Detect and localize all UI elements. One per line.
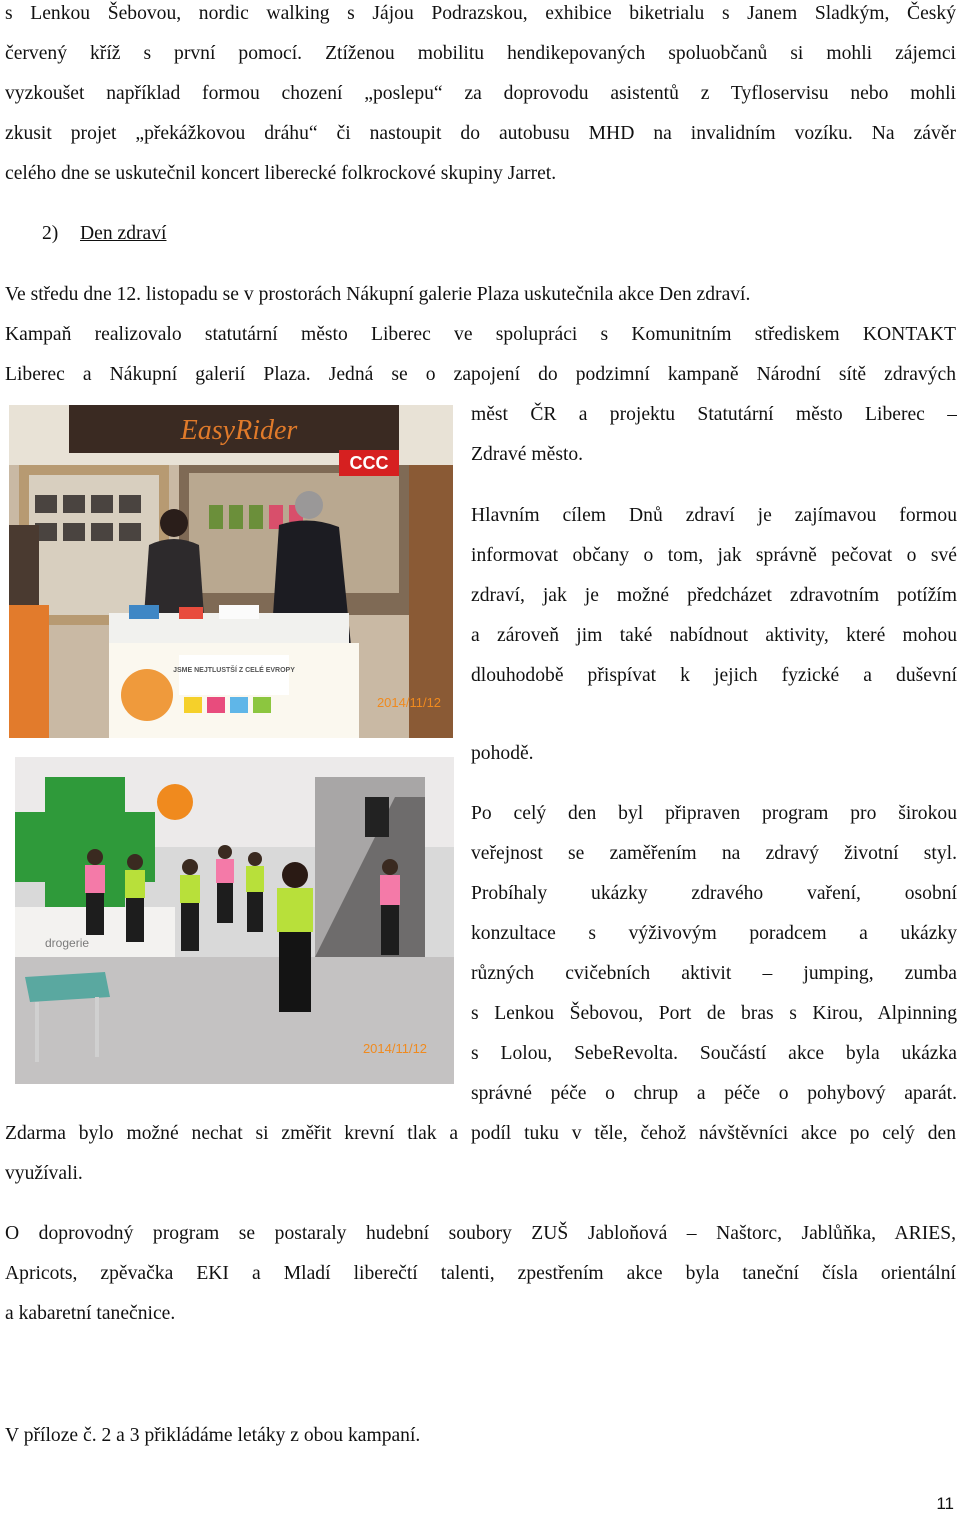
doprovod-line-1: O doprovodný program se postaraly hudební soubory ZUŠ Jabloňová – Naštorc, Jablůňka, ARIES, (5, 1223, 956, 1244)
page-number: 11 (936, 1494, 954, 1513)
cil-line-3: zdraví, jak je možné předcházet zdravotním potížím (471, 585, 957, 606)
store-sign-text: EasyRider (180, 415, 298, 446)
program-line-1: Po celý den byl připraven program pro širokou (471, 803, 957, 824)
stand-date-stamp: 2014/11/12 (376, 695, 442, 710)
intro-line-2: červený kříž s první pomocí. Ztíženou mobilitu hendikepovaných spoluobčanů si mohli zájemci (5, 43, 956, 64)
doprovod-line-2: Apricots, zpěvačka EKI a Mladí liberečtí talenti, zpestřením akce byla taneční čísla orientální (5, 1263, 956, 1284)
intro-line-3: vyzkoušet například formou chození „poslepu“ za doprovodu asistentů z Tyfloservisu nebo mohli (5, 83, 956, 104)
section-heading (42, 221, 167, 247)
section-number: 2) (42, 223, 59, 244)
program-line-8: správné péče o chrup a péče o pohybový aparát. (471, 1083, 957, 1104)
intro-line-5: celého dne se uskutečnil koncert liberecké folkrockové skupiny Jarret. (5, 163, 557, 184)
photo-dance-show (15, 757, 454, 1084)
cil-line-4: a zároveň jim také nabídnout aktivity, které mohou (471, 625, 957, 646)
photo-health-stand (9, 405, 453, 738)
banner-text: JSME NEJTLUSTŠÍ Z CELÉ EVROPY (173, 667, 295, 674)
kampan-line-1: Ve středu dne 12. listopadu se v prostorách Nákupní galerie Plaza uskutečnila akce Den zdraví. (5, 284, 751, 305)
intro-line-1: s Lenkou Šebovou, nordic walking s Jájou Podrazskou, exhibice biketrialu s Janem Sladkým, Český (5, 3, 956, 24)
dance-date-stamp: 2014/11/12 (362, 1041, 428, 1056)
program-line-4: konzultace s výživovým poradcem a ukázky (471, 923, 957, 944)
intro-line-4: zkusit projet „překážkovou dráhu“ či nastoupit do autobusu MHD na invalidním vozíku. Na závěr (5, 123, 956, 144)
kampan-line-2: Kampaň realizovalo statutární město Liberec ve spolupráci s Komunitním střediskem KONTAKT (5, 324, 956, 345)
shop-logo-text: CCC (349, 453, 389, 473)
program-line-7: s Lolou, SebeRevolta. Součástí akce byla ukázka (471, 1043, 957, 1064)
shop-label-text: drogerie (45, 936, 90, 950)
cil-line-1: Hlavním cílem Dnů zdraví je zajímavou formou (471, 505, 957, 526)
section-title: Den zdraví (80, 223, 167, 244)
cil-line-2: informovat občany o tom, jak správně pečovat o své (471, 545, 957, 566)
doprovod-line-3: a kabaretní tanečnice. (5, 1303, 176, 1324)
kampan-line-3: Liberec a Nákupní galerií Plaza. Jedná se o zapojení do podzimní kampaně Národní sítě zdravých (5, 364, 956, 385)
program-line-6: s Lenkou Šebovou, Port de bras s Kirou, Alpinning (471, 1003, 957, 1024)
program-line-2: veřejnost se zaměřením na zdravý životní styl. (471, 843, 957, 864)
cil-line-6: pohodě. (471, 743, 534, 764)
cil-line-5: dlouhodobě přispívat k jejich fyzické a duševní (471, 665, 957, 686)
kampan-line-5: Zdravé město. (471, 444, 584, 465)
kampan-line-4: měst ČR a projektu Statutární město Liberec – (471, 404, 957, 425)
program-line-9: Zdarma bylo možné nechat si změřit krevní tlak a podíl tuku v těle, čehož návštěvníci akce po celý den (5, 1123, 956, 1144)
program-line-10: využívali. (5, 1163, 83, 1184)
priloha-line: V příloze č. 2 a 3 přikládáme letáky z obou kampaní. (5, 1425, 421, 1446)
program-line-5: různých cvičebních aktivit – jumping, zumba (471, 963, 957, 984)
program-line-3: Probíhaly ukázky zdravého vaření, osobní (471, 883, 957, 904)
